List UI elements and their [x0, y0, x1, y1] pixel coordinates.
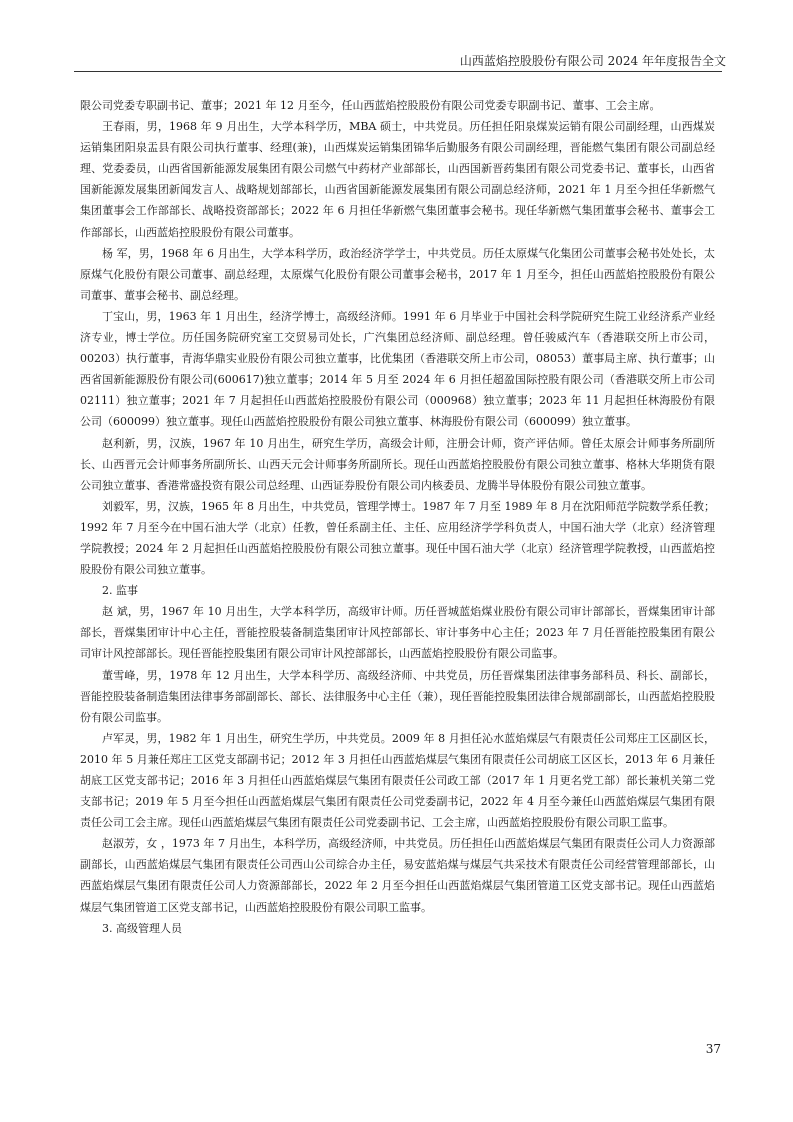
bio-paragraph: 赵 斌，男，1967 年 10 月出生，大学本科学历，高级审计师。历任晋城蓝焰煤业股份有限公司审计部部长，晋煤集团审计部部长，晋煤集团审计中心主任，晋能控股装备制造集团审计风控部部长、审计事务中心主任；2023 年 7 月任晋能控股集团有限公司审计风控部部长。现任晋能控股集团有限公司审计风控部部长，山西蓝焰控股股份有限公司监事。 [80, 605, 715, 661]
header-divider [74, 71, 722, 72]
bio-paragraph: 刘毅军，男，汉族，1965 年 8 月出生，中共党员，管理学博士。1987 年 7 月至 1989 年 8 月在沈阳师范学院数学系任教；1992 年 7 月至今在中国石油大学（北京）任教，曾任系副主任、主任、应用经济学学科负责人，中国石油大学（北京）经济管理学院教授；2024 年 2 月起担任山西蓝焰控股股份有限公司独立董事。现任中国石油大学（北京）经济管理学院教授，山西蓝焰控股股份有限公司独立董事。 [80, 499, 715, 577]
bio-paragraph: 卢军灵，男，1982 年 1 月出生，研究生学历，中共党员。2009 年 8 月担任沁水蓝焰煤层气有限责任公司郑庄工区副区长，2010 年 5 月兼任郑庄工区党支部副书记；2012 年 3 月担任山西蓝焰煤层气集团有限责任公司胡底工区区长，2013 年 6 月兼任胡底工区党支部书记；2016 年 3 月担任山西蓝焰煤层气集团有限责任公司政工部（2017 年 1 月更名党工部）部长兼机关第二党支部书记；2019 年 5 月至今担任山西蓝焰煤层气集团有限责任公司党委副书记，2022 年 4 月至今兼任山西蓝焰煤层气集团有限责任公司工会主席。现任山西蓝焰煤层气集团有限责任公司党委副书记、工会主席，山西蓝焰控股股份有限公司职工监事。 [80, 731, 715, 830]
page-header-title: 山西蓝焰控股股份有限公司 2024 年年度报告全文 [459, 54, 726, 68]
paragraph-continuation: 限公司党委专职副书记、董事；2021 年 12 月至今，任山西蓝焰控股股份有限公司党委专职副书记、董事、工会主席。 [80, 99, 661, 112]
bio-paragraph: 董雪峰，男，1978 年 12 月出生，大学本科学历、高级经济师、中共党员，历任晋煤集团法律事务部科员、科长、副部长，晋能控股装备制造集团法律事务部副部长、部长、法律服务中心主任（兼），现任晋能控股集团法律合规部副部长，山西蓝焰控股股份有限公司监事。 [80, 668, 715, 724]
bio-paragraph: 丁宝山，男，1963 年 1 月出生，经济学博士，高级经济师。1991 年 6 月毕业于中国社会科学院研究生院工业经济系产业经济专业，博士学位。历任国务院研究室工交贸易司处长，广汽集团总经济师、副总经理。曾任骏威汽车（香港联交所上市公司，00203）执行董事，青海华鼎实业股份有限公司独立董事，比优集团（香港联交所上市公司，08053）董事局主席、执行董事；山西省国新能源股份有限公司(600617)独立董事；2014 年 5 月至 2024 年 6 月担任超盈国际控股有限公司（香港联交所上市公司 02111）独立董事；2021 年 7 月起担任山西蓝焰控股股份有限公司（000968）独立董事；2023 年 11 月起担任林海股份有限公司（600099）独立董事。现任山西蓝焰控股股份有限公司独立董事、林海股份有限公司（600099）独立董事。 [80, 309, 715, 429]
section-heading-senior-management: 3. 高级管理人员 [102, 921, 182, 935]
bio-paragraph: 赵淑芳，女 ，1973 年 7 月出生，本科学历，高级经济师，中共党员。历任担任山西蓝焰煤层气集团有限责任公司人力资源部副部长，山西蓝焰煤层气集团有限责任公司西山公司综合办主任，易安蓝焰煤与煤层气共采技术有限责任公司经营管理部部长，山西蓝焰煤层气集团有限责任公司人力资源部部长，2022 年 2 月至今担任山西蓝焰煤层气集团管道工区党支部书记。现任山西蓝焰煤层气集团管道工区党支部书记，山西蓝焰控股股份有限公司职工监事。 [80, 837, 715, 914]
document-body [80, 95, 715, 939]
bio-paragraph: 王春雨，男，1968 年 9 月出生，大学本科学历，MBA 硕士，中共党员。历任担任阳泉煤炭运销有限公司副经理，山西煤炭运销集团阳泉盂县有限公司执行董事、经理(兼)，山西煤炭运销集团锦华后勤服务有限公司副经理，晋能燃气集团有限公司副总经理、党委委员，山西省国新能源发展集团有限公司燃气中药材产业部部长，山西国新晋药集团有限公司党委书记、董事长，山西省国新能源发展集团新闻发言人、战略规划部部长，山西省国新能源发展集团有限公司副总经济师，2021 年 1 月至今担任华新燃气集团董事会工作部部长、战略投资部部长；2022 年 6 月担任华新燃气集团董事会秘书。现任华新燃气集团董事会秘书、董事会工作部部长，山西蓝焰控股股份有限公司董事。 [80, 120, 715, 239]
page-number: 37 [705, 1042, 721, 1056]
section-heading-supervisors: 2. 监事 [102, 584, 138, 598]
bio-paragraph: 杨 军，男，1968 年 6 月出生，大学本科学历，政治经济学学士，中共党员。历任太原煤气化集团公司董事会秘书处处长，太原煤气化股份有限公司董事、副总经理，太原煤气化股份有限公司董事会秘书，2017 年 1 月至今，担任山西蓝焰控股股份有限公司董事、董事会秘书、副总经理。 [80, 246, 715, 302]
bio-paragraph: 赵利新，男，汉族，1967 年 10 月出生，研究生学历，高级会计师，注册会计师，资产评估师。曾任太原会计师事务所副所长、山西晋元会计师事务所副所长、山西天元会计师事务所副所长。现任山西蓝焰控股股份有限公司独立董事、格林大华期货有限公司独立董事、香港常盛投资有限公司总经理、山西证券股份有限公司内核委员、龙腾半导体股份有限公司独立董事。 [80, 436, 715, 492]
